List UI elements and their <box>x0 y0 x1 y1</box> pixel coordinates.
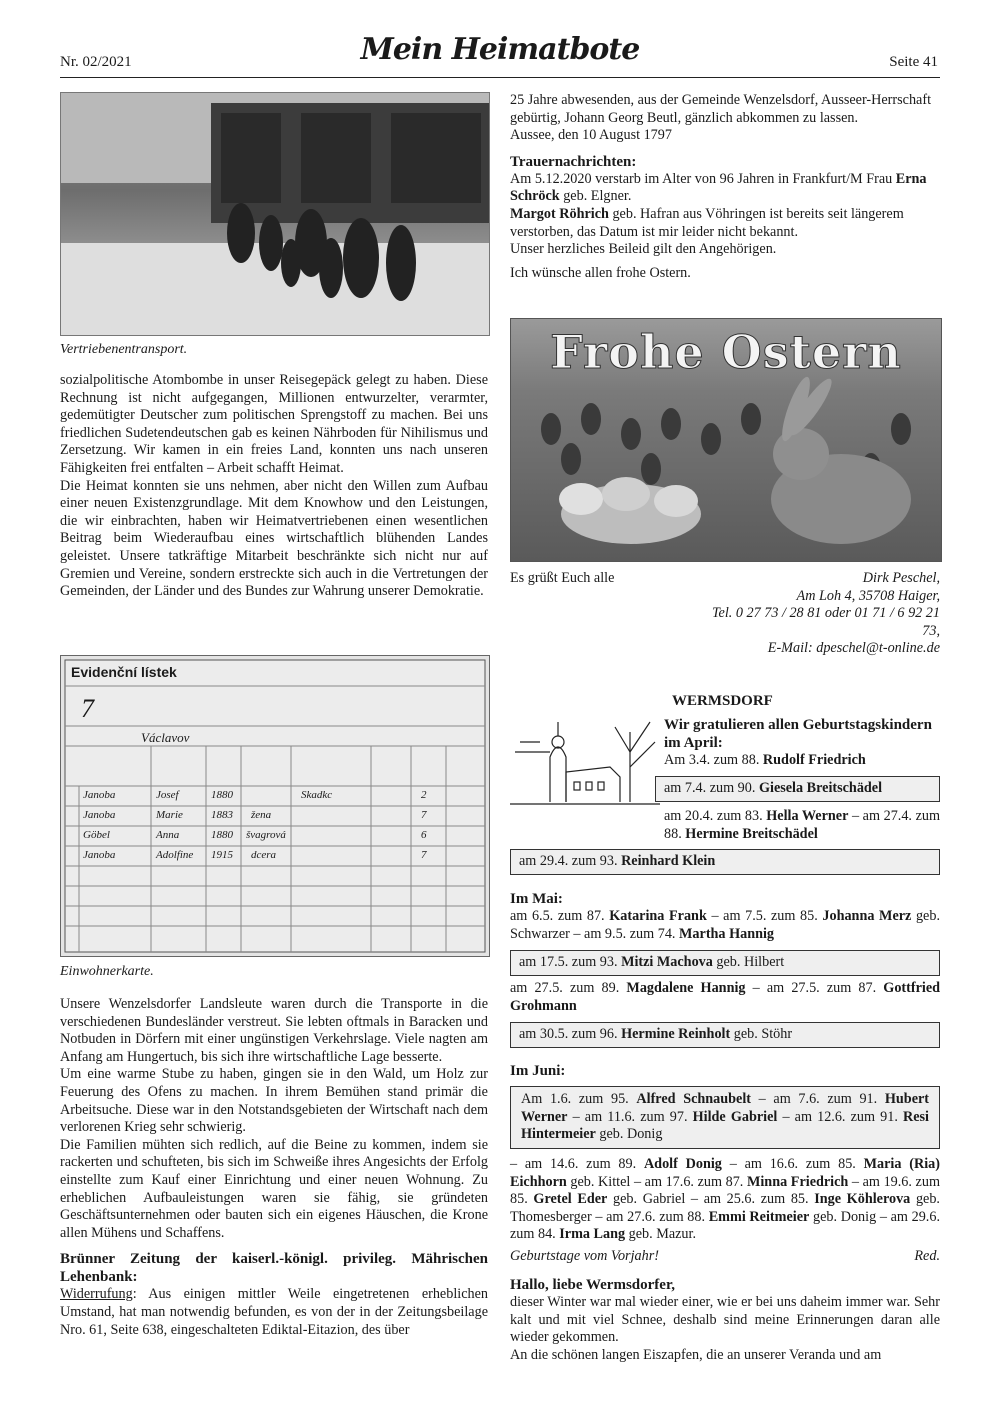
right-article-top <box>510 92 940 282</box>
newspaper-heading: Brünner Zeitung der kaiserl.-königl. privileg. Mährischen Lehenbank: <box>60 1251 488 1286</box>
paragraph: Aussee, den 10 August 1797 <box>510 127 672 144</box>
text: geb. Stöhr <box>730 1026 793 1042</box>
card-surname: Janoba <box>83 809 116 821</box>
may-box-1 <box>510 950 940 976</box>
name: Johanna Merz <box>822 908 912 924</box>
name: Giesela Breitschädel <box>758 780 883 796</box>
may-line-1 <box>510 908 940 943</box>
name: Hubert Werner <box>521 1091 930 1125</box>
name: Mitzi Machova <box>621 954 713 970</box>
name: Irma Lang <box>559 1226 626 1243</box>
name: Hilde Gabriel <box>692 1108 778 1125</box>
text: Am 1.6. zum 95. <box>521 1091 637 1107</box>
sender-name: Dirk Peschel, <box>862 570 940 586</box>
card-grid-icon <box>61 656 489 956</box>
text: – am 16.6. zum 85. <box>721 1156 864 1172</box>
card-row-name: Anna <box>156 829 180 841</box>
card-row-name: Marie <box>156 809 183 821</box>
card-row-cat: 7 <box>421 849 427 861</box>
photo2-caption: Einwohnerkarte. <box>60 964 154 979</box>
paragraph: Ich wünsche allen frohe Ostern. <box>510 264 691 281</box>
issue-number: Nr. 02/2021 <box>60 54 132 70</box>
name: Gottfried Grohmann <box>510 980 941 1014</box>
name: Emmi Reitmeier <box>708 1208 810 1225</box>
paragraph: sozialpolitische Atombombe in unser Reisegepäck gelegt zu haben. Diese Rechnung ist nicht aufgegangen, Millionen entwurzelter, verarmter, gedemütigter Deutscher zum politischen Sprengstoff zu machen. Bei uns friedlichen Sudetendeutschen gab es keinen Nährboden für Nihilismus und Zersetzung. Wir kamen in ein freies Land, konnten uns nach unseren Fähigkeiten frei entfalten – Arbeit schafft Heimat. <box>60 372 488 476</box>
name: Gretel Eder <box>533 1191 608 1208</box>
april-line-2 <box>664 808 940 843</box>
left-article-top <box>60 372 488 601</box>
sender-block <box>700 570 940 658</box>
text: am 17.5. zum 93. <box>519 954 622 970</box>
church-sketch <box>510 712 660 812</box>
editor-note: Red. <box>914 1248 940 1264</box>
name: Minna Friedrich <box>746 1173 849 1190</box>
widerrufung-text: : Aus einigen mittler Weile eingetretenen erheblichen Umstand, hat man notwendig befunden, es von der in der Zeitungsbeilage Nro. 61, Seite 638, eingeschalteten Ediktal-Eitazion, des über <box>60 1286 488 1338</box>
card-surname: Janoba <box>83 849 116 861</box>
text: geb. Donig – am 29.6. zum 84. <box>510 1208 940 1243</box>
sender-phone: Tel. 0 27 73 / 28 81 oder 01 71 / 6 92 21 73, <box>711 605 940 639</box>
text: – am 19.6. zum 85. <box>510 1173 940 1208</box>
text: – am 11.6. zum 97. <box>567 1108 693 1125</box>
text: geb. Schwarzer – am 9.5. zum 74. <box>510 908 940 942</box>
card-row-extra: žena <box>251 809 272 821</box>
card-row-year: 1883 <box>211 809 233 821</box>
text: – am 27.5. zum 87. <box>745 980 884 996</box>
name: Margot Röhrich <box>510 205 609 222</box>
card-row-cat: 6 <box>421 829 427 841</box>
card-row-name: Adolfine <box>156 849 194 861</box>
text: geb. Elgner. <box>559 188 632 205</box>
text: – am 27.4. zum 88. <box>664 808 940 842</box>
april-box-1 <box>655 776 940 802</box>
card-row-extra: dcera <box>251 849 277 861</box>
card-surname: Janoba <box>83 789 116 801</box>
card-title: Evidenční lístek <box>71 664 177 680</box>
section-heading: WERMSDORF <box>672 693 773 709</box>
paragraph: Unsere Wenzelsdorfer Landsleute waren durch die Transporte in die verschiedenen Bundesländer verstreut. Sie lebten oftmals in Baracken und Notbuden in Dörfern mit einer ungünstigen Verkehrslage. Viele nagten am Anfang am Hungertuch, bis sich ihre wirtschaftliche Lage besserte. <box>60 996 488 1065</box>
june-box <box>510 1086 940 1149</box>
text: Am 3.4. zum 88. <box>664 752 763 768</box>
widerrufung-label: Widerrufung <box>60 1286 133 1303</box>
paragraph: An die schönen langen Eiszapfen, die an unserer Veranda und am <box>510 1346 882 1363</box>
june-text <box>510 1156 940 1244</box>
name: Adolf Donig <box>643 1156 722 1172</box>
train-scene-icon <box>61 93 489 335</box>
name: Magdalene Hannig <box>626 980 746 996</box>
name: Reinhard Klein <box>621 853 716 869</box>
easter-image <box>510 318 942 562</box>
text: geb. Hafran aus Vöhringen ist bereits seit längerem verstorben, das Datum ist mir leider nicht bekannt. <box>510 205 904 240</box>
text: – am 7.6. zum 91. <box>751 1091 885 1107</box>
paragraph: dieser Winter war mal wieder einer, wie er bei uns daheim immer war. Sehr kalt und mit viel Schnee, deshalb sind meine Erinnerungen daran alle wieder gekommen. <box>510 1294 940 1346</box>
text: geb. Mazur. <box>625 1226 697 1243</box>
text: am 20.4. zum 83. <box>664 808 767 824</box>
masthead-logo: Mein Heimatbote <box>360 32 640 67</box>
paragraph <box>510 206 940 241</box>
text: geb. Donig <box>595 1126 663 1143</box>
card-row-extra: Skadkc <box>301 789 333 801</box>
sender-email: E-Mail: dpeschel@t-online.de <box>767 640 940 657</box>
right-article-bottom <box>510 1276 940 1364</box>
name: Katarina Frank <box>609 908 707 924</box>
text: – am 12.6. zum 91. <box>777 1108 903 1125</box>
easter-banner: Frohe Ostern <box>550 325 902 379</box>
name: Hella Werner <box>766 808 849 824</box>
residence-card-image <box>60 655 490 957</box>
card-row-year: 1880 <box>211 789 233 801</box>
card-row-cat: 2 <box>421 789 427 801</box>
church-icon <box>510 712 660 812</box>
obituary-heading: Trauernachrichten: <box>510 153 637 170</box>
text: Am 5.12.2020 verstarb im Alter von 96 Jahren in Frankfurt/M Frau <box>510 170 896 187</box>
card-row-name: Josef <box>156 789 179 801</box>
text: geb. Kittel – am 17.6. zum 87. <box>566 1173 747 1190</box>
text: – am 7.5. zum 85. <box>706 908 823 924</box>
may-line-2 <box>510 980 940 1015</box>
name: Alfred Schnaubelt <box>636 1091 752 1107</box>
paragraph <box>60 1286 488 1339</box>
may-box-2 <box>510 1022 940 1048</box>
sender-address: Am Loh 4, 35708 Haiger, <box>796 587 940 604</box>
name: Maria (Ria) Eichhorn <box>510 1156 940 1190</box>
name: Erna Schröck <box>510 170 927 205</box>
header-rule <box>60 77 940 78</box>
paragraph: Unser herzliches Beileid gilt den Angehörigen. <box>510 241 777 258</box>
text: am 29.4. zum 93. <box>519 853 622 869</box>
text: am 6.5. zum 87. <box>510 908 610 924</box>
name: Hermine Reinholt <box>621 1026 731 1042</box>
text: – am 14.6. zum 89. <box>510 1156 644 1172</box>
card-place: Václavov <box>141 730 190 745</box>
card-row-year: 1880 <box>211 829 233 841</box>
text: geb. Thomesberger – am 27.6. zum 88. <box>510 1191 940 1225</box>
card-row-cat: 7 <box>421 809 427 821</box>
paragraph: Um eine warme Stube zu haben, gingen sie in den Wald, um Holz zur Feuerung des Ofens zu machen. In ihrem Bemühen stand primär die Arbeitsuche. Diese war in den Notstandsgebieten der Wirtschaft nach dem verlorenen Krieg sehr schwierig. <box>60 1066 488 1136</box>
april-line-1 <box>664 752 940 770</box>
photo1-caption: Vertriebenentransport. <box>60 342 188 357</box>
card-row-year: 1915 <box>211 849 233 861</box>
name: Hermine Breitschädel <box>685 825 818 842</box>
name: Martha Hannig <box>679 925 775 942</box>
paragraph: Die Heimat konnten sie uns nehmen, aber nicht den Willen zum Aufbau einer neuen Existenzgrundlage. Mit dem Knowhow und den Leistungen, die wir einbrachten, haben wir Heimatvertriebenen einen wesentlichen Beitrag beim Wiederaufbau eines wirtschaftlich blühenden Landes geleistet. Unsere tatkräftige Mitarbeit beschränkte sich nicht nur auf Gremien und Vereine, sondern erstreckte sich auch in die Vertretungen der Gemeinden, der Länder und des Bundes zur Wahrung unserer Demokratie. <box>60 477 488 600</box>
name: Resi Hintermeier <box>521 1108 929 1143</box>
text: am 30.5. zum 96. <box>519 1026 622 1042</box>
card-row <box>83 789 115 801</box>
text: am 7.4. zum 90. <box>664 780 759 796</box>
birthday-intro: Wir gratulieren allen Geburtstagskindern im April: <box>664 717 932 751</box>
text: geb. Hilbert <box>712 954 785 970</box>
paragraph: 25 Jahre abwesenden, aus der Gemeinde Wenzelsdorf, Ausseer-Herrschaft gebürtig, Johann Georg Beutl, gänzlich abkommen zu lassen. <box>510 92 932 126</box>
may-heading: Im Mai: <box>510 891 563 907</box>
april-box-2 <box>510 849 940 875</box>
left-article-bottom <box>60 996 488 1339</box>
june-heading: Im Juni: <box>510 1063 566 1079</box>
paragraph: Die Familien mühten sich redlich, auf die Beine zu kommen, indem sie rackerten und schufteten, bis sich im Schweiße ihres Angesichts der Erfolg einstellte zum Kauf einer Einrichtung und einer neuen Wohnung. Zu erheblichen Aufbauleistungen waren sie fähig, sie gründeten Geschäftsunternehmen oder bauten sich ein eigenes Häuschen, die Krone allen Mühens und Schaffens. <box>60 1136 488 1241</box>
card-row-extra: švagrová <box>246 829 286 841</box>
card-number: 7 <box>81 694 94 723</box>
text: am 27.5. zum 89. <box>510 980 627 996</box>
previous-year-note: Geburtstage vom Vorjahr! <box>510 1248 659 1264</box>
text: geb. Gabriel – am 25.6. zum 85. <box>607 1191 815 1208</box>
name: Rudolf Friedrich <box>762 752 866 768</box>
name: Inge Köhlerova <box>814 1191 911 1208</box>
paragraph <box>510 171 940 206</box>
page-number: Seite 41 <box>889 54 938 70</box>
card-surname: Göbel <box>83 829 110 841</box>
greeting: Es grüßt Euch alle <box>510 570 615 586</box>
letter-heading: Hallo, liebe Wermsdorfer, <box>510 1277 675 1293</box>
expellee-transport-photo <box>60 92 490 336</box>
